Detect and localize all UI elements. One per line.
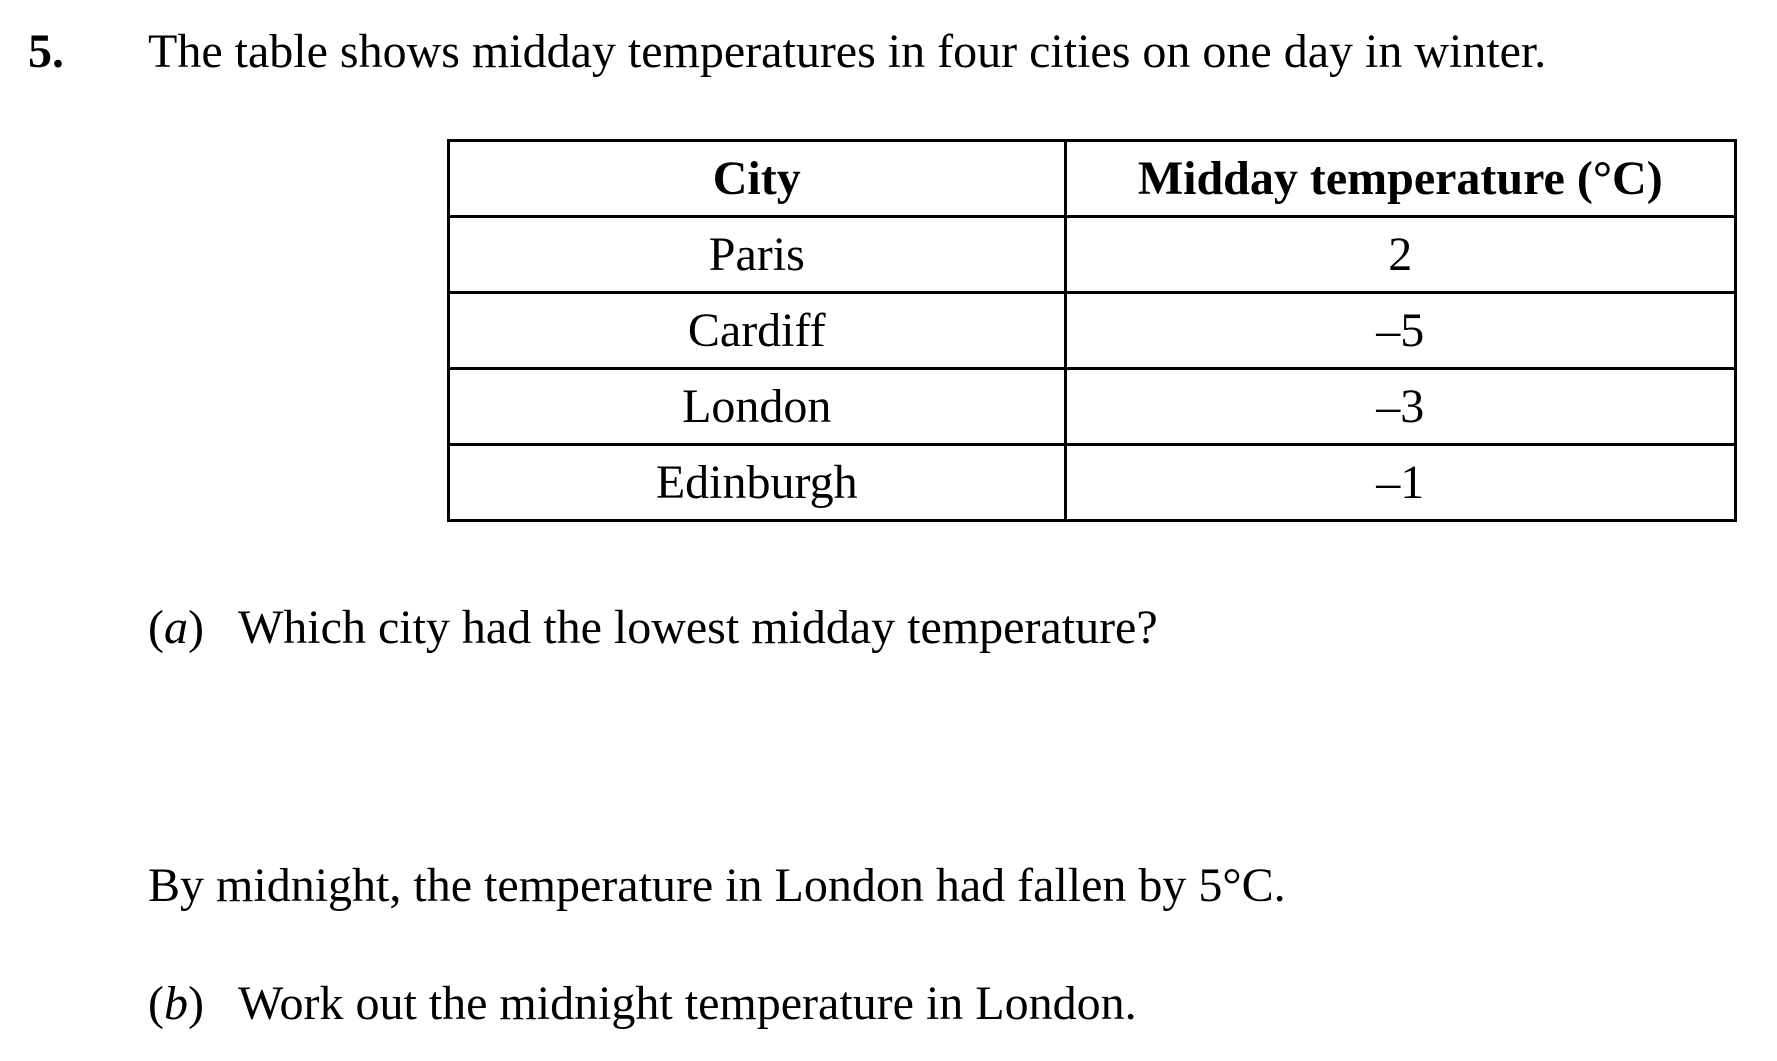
part-b-label: (b) xyxy=(148,977,204,1030)
city-cell: Cardiff xyxy=(449,293,1066,369)
part-a-question: Which city had the lowest midday temperature? xyxy=(238,601,1158,654)
temperature-cell: –3 xyxy=(1065,369,1736,445)
part-b xyxy=(148,977,1137,1030)
midnight-statement: By midnight, the temperature in London had fallen by 5°C. xyxy=(148,859,1286,912)
city-cell: London xyxy=(449,369,1066,445)
table-header-row xyxy=(449,141,1736,217)
temperature-table xyxy=(447,139,1737,522)
temperature-cell: 2 xyxy=(1065,217,1736,293)
question-number: 5. xyxy=(28,25,64,78)
part-a-label: (a) xyxy=(148,601,204,654)
city-cell: Edinburgh xyxy=(449,445,1066,521)
part-b-question: Work out the midnight temperature in London. xyxy=(238,977,1137,1030)
table-row xyxy=(449,217,1736,293)
table-row xyxy=(449,293,1736,369)
table-row xyxy=(449,445,1736,521)
table-row xyxy=(449,369,1736,445)
temperature-cell: –1 xyxy=(1065,445,1736,521)
temperature-cell: –5 xyxy=(1065,293,1736,369)
header-city: City xyxy=(449,141,1066,217)
city-cell: Paris xyxy=(449,217,1066,293)
part-a xyxy=(148,601,1158,654)
header-temperature: Midday temperature (°C) xyxy=(1065,141,1736,217)
question-intro: The table shows midday temperatures in four cities on one day in winter. xyxy=(148,25,1547,78)
